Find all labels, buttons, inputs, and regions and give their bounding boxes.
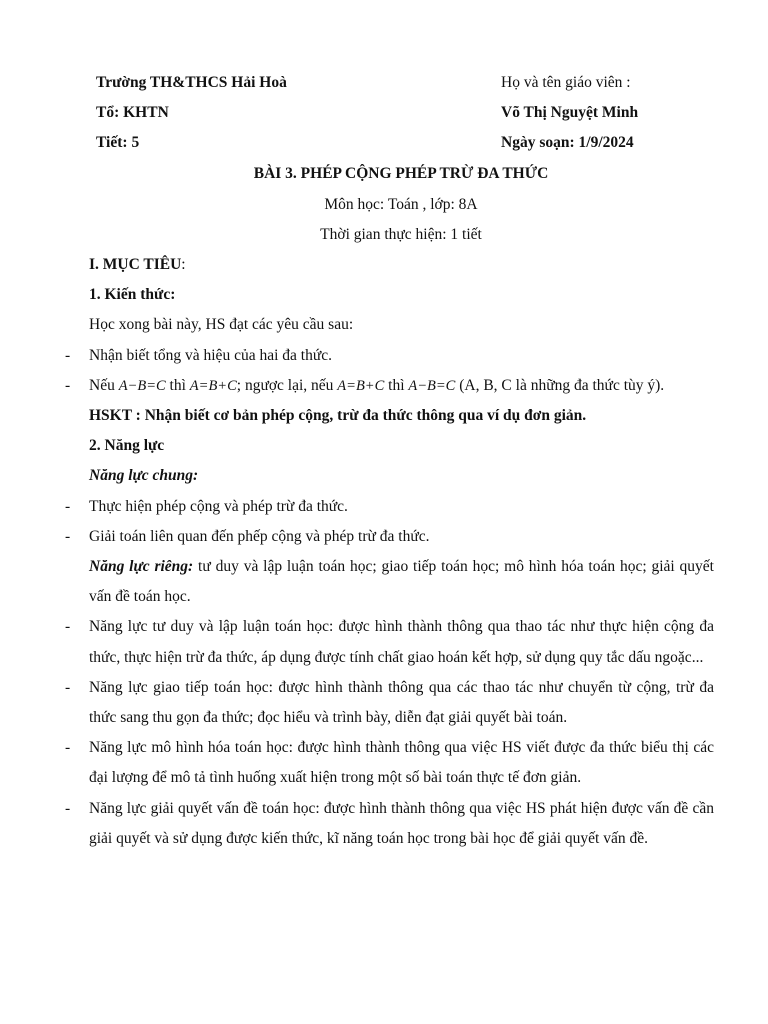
math-formula: A−B=C <box>408 377 456 394</box>
knowledge-intro: Học xong bài này, HS đạt các yêu cầu sau: <box>89 316 354 334</box>
math-formula: A−B=C <box>118 377 166 394</box>
school-name: Trường TH&THCS Hải Hoà <box>96 74 287 91</box>
list-item: - Năng lực giải quyết vấn đề toán học: được hình thành thông qua việc HS phát hiện được vấn đề cần giải quyết và sử dụng được kiến thức, kĩ năng toán học trong bài học để giải quyết vấn đề. <box>89 794 714 854</box>
teacher-label: Họ và tên giáo viên : <box>501 74 631 91</box>
bullet-dash: - <box>65 618 71 636</box>
header-right <box>501 68 638 158</box>
bullet-dash: - <box>65 739 71 757</box>
teacher-name: Võ Thị Nguyệt Minh <box>501 104 639 121</box>
lesson-title: BÀI 3. PHÉP CỘNG PHÉP TRỪ ĐA THỨC <box>253 165 549 182</box>
duration-line: Thời gian thực hiện: 1 tiết <box>320 226 482 243</box>
list-item: - Nếu A−B=C thì A=B+C; ngược lại, nếu A=B+C thì A−B=C (A, B, C là những đa thức tùy ý). <box>89 371 714 401</box>
bullet-dash: - <box>65 799 71 817</box>
bullet-dash: - <box>65 376 71 394</box>
specific-competence-paragraph: Năng lực riêng: tư duy và lập luận toán học; giao tiếp toán học; mô hình hóa toán học; giải quyết vấn đề toán học. <box>89 558 714 606</box>
general-competence-heading: Năng lực chung: <box>89 467 199 485</box>
list-item: - Thực hiện phép cộng và phép trừ đa thức. <box>89 492 714 522</box>
section-heading-objectives: I. MỤC TIÊU: <box>89 256 186 273</box>
bullet-dash: - <box>65 346 71 364</box>
math-formula: A=B+C <box>337 377 385 394</box>
bullet-dash: - <box>65 497 71 515</box>
specific-competence-label: Năng lực riêng: <box>89 558 194 576</box>
hskt-note: HSKT : Nhận biết cơ bản phép cộng, trừ đa thức thông qua ví dụ đơn giản. <box>89 407 587 425</box>
competence-heading: 2. Năng lực <box>89 437 165 455</box>
knowledge-heading: 1. Kiến thức: <box>89 286 176 304</box>
period-number: Tiết: 5 <box>96 134 140 151</box>
list-item: - Nhận biết tổng và hiệu của hai đa thức. <box>89 341 714 371</box>
header-left <box>96 68 287 158</box>
math-formula: A=B+C <box>189 377 237 394</box>
bullet-dash: - <box>65 678 71 696</box>
list-item: - Năng lực giao tiếp toán học: được hình thành thông qua các thao tác như chuyển từ cộng, trừ đa thức sang thu gọn đa thức; đọc hiểu và trình bày, diễn đạt giải quyết bài toán. <box>89 673 714 733</box>
group-name: Tổ: KHTN <box>96 104 169 121</box>
list-item: - Giải toán liên quan đến phếp cộng và phép trừ đa thức. <box>89 522 714 552</box>
bullet-dash: - <box>65 527 71 545</box>
list-item: - Năng lực tư duy và lập luận toán học: được hình thành thông qua thao tác như thực hiện cộng đa thức, thực hiện trừ đa thức, áp dụng được tính chất giao hoán kết hợp, sử dụng quy tắc dấu ngoặc... <box>89 612 714 672</box>
subject-line: Môn học: Toán , lớp: 8A <box>324 196 478 213</box>
list-item: - Năng lực mô hình hóa toán học: được hình thành thông qua việc HS viết được đa thức biểu thị các đại lượng để mô tả tình huống xuất hiện trong một số bài toán thực tế đơn giản. <box>89 733 714 793</box>
preparation-date: Ngày soạn: 1/9/2024 <box>501 134 634 151</box>
lesson-body <box>65 250 714 854</box>
